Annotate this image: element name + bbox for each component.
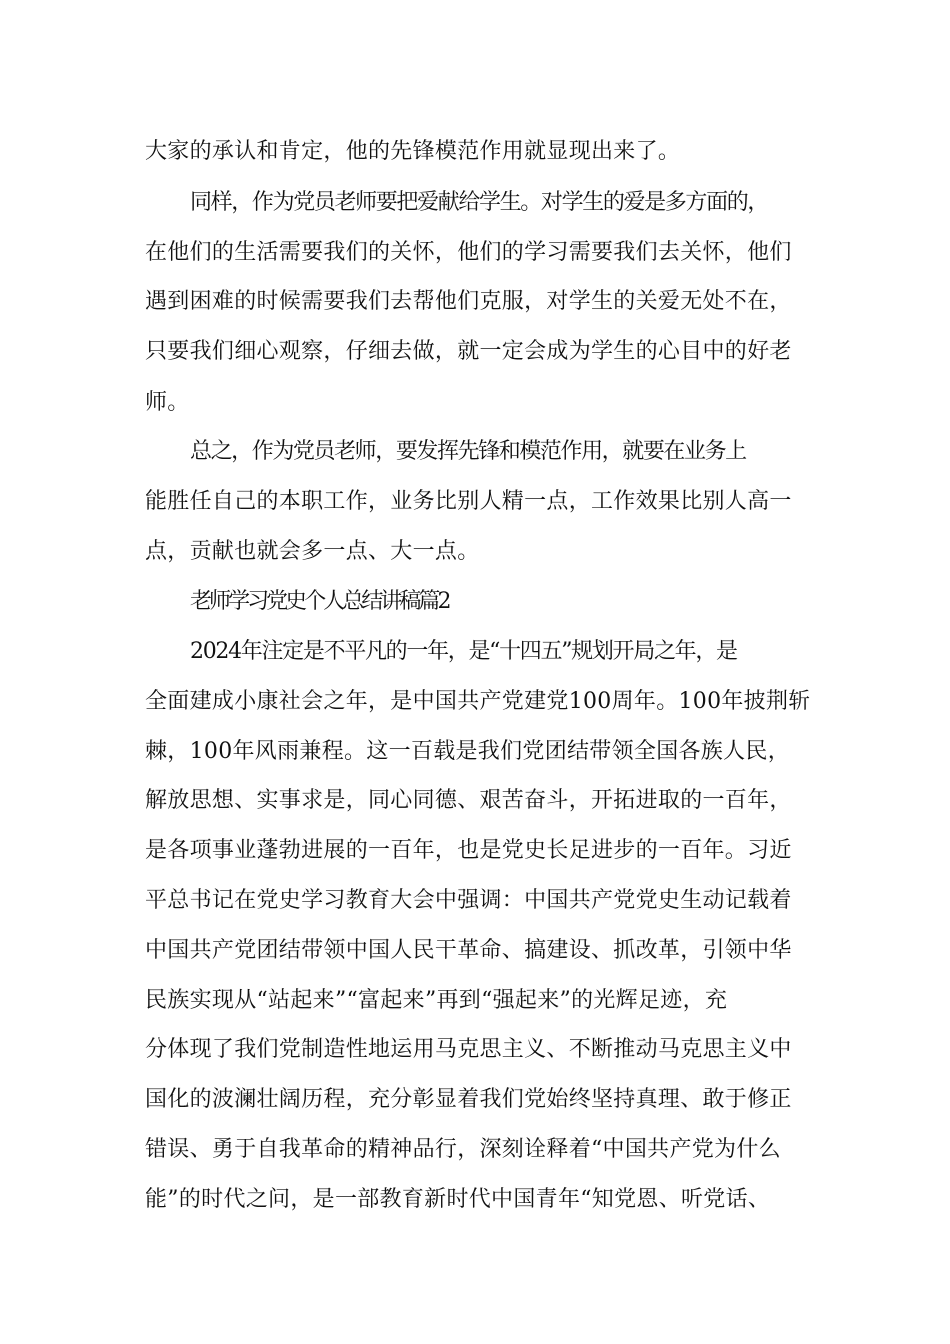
text-line: 国化的波澜壮阔历程，充分彰显着我们党始终坚持真理、敢于修正 <box>145 1087 792 1112</box>
text-line: 能”的时代之问，是一部教育新时代中国青年“知党恩、听党话、 <box>145 1187 771 1212</box>
text-line: 点，贡献也就会多一点、大一点。 <box>145 539 480 564</box>
text-line: 师。 <box>145 390 190 415</box>
text-line: 遇到困难的时候需要我们去帮他们克服，对学生的关爱无处不在， <box>145 289 792 314</box>
section-heading: 老师学习党史个人总结讲稿篇2 <box>190 589 449 614</box>
text-line: 只要我们细心观察，仔细去做，就一定会成为学生的心目中的好老 <box>145 339 792 364</box>
text-line: 错误、勇于自我革命的精神品行，深刻诠释着“中国共产党为什么 <box>145 1137 781 1162</box>
text-line: 在他们的生活需要我们的关怀，他们的学习需要我们去关怀，他们 <box>145 240 792 265</box>
text-line: 是各项事业蓬勃进展的一百年，也是党史长足进步的一百年。习近 <box>145 838 792 863</box>
text-line: 平总书记在党史学习教育大会中强调：中国共产党党史生动记载着 <box>145 888 792 913</box>
text-line: 能胜任自己的本职工作，业务比别人精一点，工作效果比别人高一 <box>145 489 792 514</box>
text-line: 民族实现从“站起来”“富起来”再到“强起来”的光辉足迹，充 <box>145 988 728 1013</box>
text-line: 分体现了我们党制造性地运用马克思主义、不断推动马克思主义中 <box>145 1037 792 1062</box>
text-line: 2024年注定是不平凡的一年，是“十四五”规划开局之年，是 <box>190 639 737 664</box>
text-line: 大家的承认和肯定，他的先锋模范作用就显现出来了。 <box>145 139 681 164</box>
text-line: 总之，作为党员老师，要发挥先锋和模范作用，就要在业务上 <box>190 439 746 464</box>
text-line: 解放思想、实事求是，同心同德、艰苦奋斗，开拓进取的一百年， <box>145 788 792 813</box>
text-line: 棘，100年风雨兼程。这一百载是我们党团结带领全国各族人民， <box>145 739 790 764</box>
text-line: 中国共产党团结带领中国人民干革命、搞建设、抓改革，引领中华 <box>145 938 792 963</box>
text-line: 全面建成小康社会之年，是中国共产党建党100周年。100年披荆斩 <box>145 689 811 714</box>
text-line: 同样，作为党员老师要把爱献给学生。对学生的爱是多方面的， <box>190 190 769 215</box>
